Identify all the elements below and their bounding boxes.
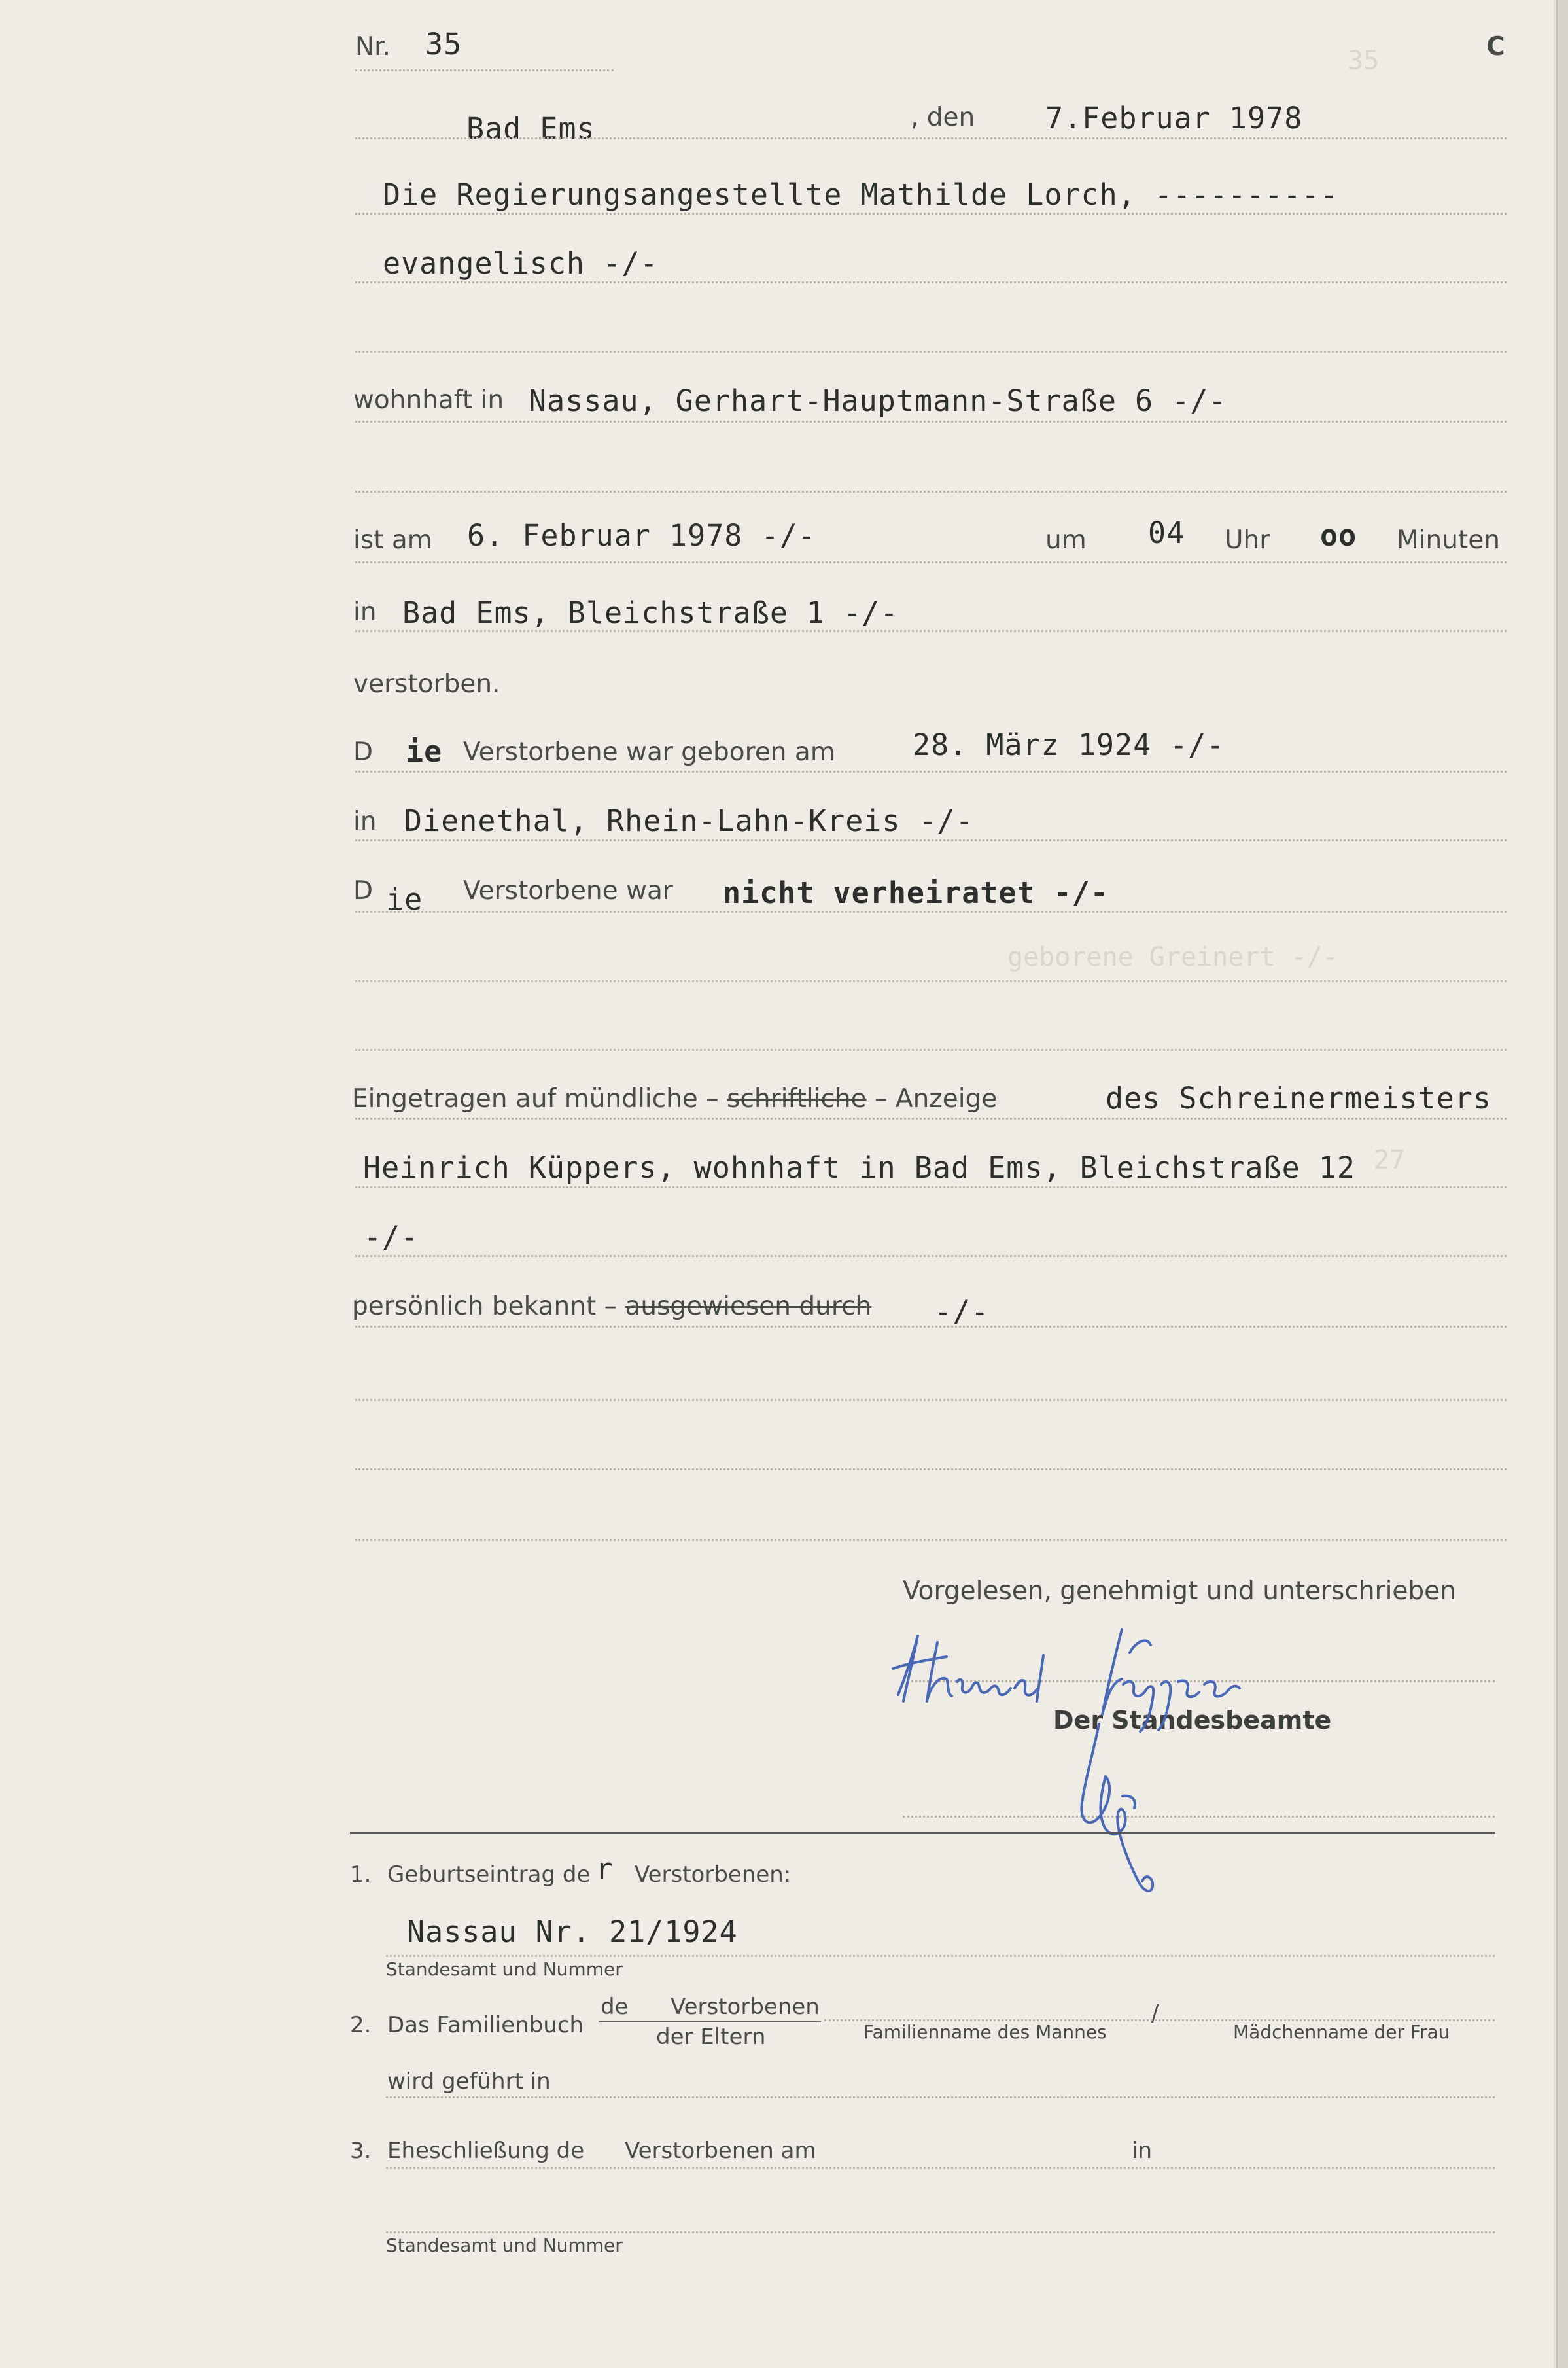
informant-signature: [886, 1616, 1305, 1734]
item3-caption: Standesamt und Nummer: [386, 2235, 623, 2256]
death-hour: 04: [1148, 516, 1185, 550]
item1-label2: Verstorbenen:: [635, 1862, 792, 1888]
in-label: in: [353, 597, 377, 627]
item2-col1: Familienname des Mannes: [863, 2021, 1107, 2043]
d-label: D: [353, 737, 374, 767]
dotted-line: [355, 1326, 1507, 1328]
dotted-line: [355, 1255, 1507, 1257]
item1-r: r: [595, 1852, 614, 1886]
ie-suffix: ie: [386, 882, 423, 917]
known-label: [352, 1294, 871, 1319]
registration-prefix: Eingetragen auf mündliche –: [352, 1084, 719, 1114]
registrar-label: Der Standesbeamte: [1053, 1706, 1332, 1735]
dotted-line: [355, 137, 1507, 139]
nr-value: 35: [425, 27, 462, 62]
item2-label2: wird geführt in: [387, 2068, 551, 2094]
dotted-line: [355, 630, 1507, 632]
verstorben-label: verstorben.: [353, 669, 500, 699]
dotted-line: [355, 839, 1507, 841]
dotted-line: [355, 980, 1507, 982]
uhr-label: Uhr: [1225, 525, 1270, 555]
informant-line2: Heinrich Küppers, wohnhaft in Bad Ems, Bleichstraße 12: [363, 1150, 1355, 1185]
um-label: um: [1045, 525, 1087, 555]
ist-am-label: ist am: [353, 525, 432, 555]
death-place: Bad Ems, Bleichstraße 1 -/-: [402, 595, 899, 630]
dotted-line: [355, 351, 1507, 353]
date-value: 7.Februar 1978: [1045, 101, 1303, 135]
dotted-line: [355, 1468, 1507, 1470]
item2-label: Das Familienbuch: [387, 2012, 584, 2038]
dotted-line: [355, 561, 1507, 563]
residence-label: wohnhaft in: [353, 385, 504, 415]
ie-suffix: ie: [406, 734, 443, 769]
item3-in: in: [1132, 2138, 1152, 2164]
death-date: 6. Februar 1978 -/-: [467, 518, 816, 553]
informant-line3: -/-: [364, 1220, 419, 1254]
dotted-line: [355, 213, 1507, 215]
item3-label2: Verstorbenen am: [625, 2138, 816, 2164]
registration-struck: schriftliche: [727, 1084, 867, 1114]
item2-de: de: [601, 1994, 629, 2020]
birth-place: Dienethal, Rhein-Lahn-Kreis -/-: [404, 804, 974, 838]
dotted-line: [824, 2019, 1495, 2021]
item1-number: 1.: [350, 1862, 372, 1888]
place-value: Bad Ems: [466, 111, 595, 146]
ghost-text: geborene Greinert -/-: [1007, 942, 1338, 972]
item3-label: Eheschließung de: [387, 2138, 585, 2164]
fraction-line: [599, 2021, 821, 2022]
item2-top: Verstorbenen: [671, 1994, 820, 2020]
death-minutes: oo: [1320, 518, 1357, 553]
item2-slash: /: [1151, 2000, 1159, 2026]
born-label: Verstorbene war geboren am: [463, 737, 835, 767]
informant-line1: des Schreinermeisters: [1106, 1081, 1491, 1116]
dotted-line: [386, 2231, 1495, 2233]
known-value: -/-: [934, 1294, 990, 1329]
residence-value: Nassau, Gerhart-Hauptmann-Straße 6 -/-: [529, 383, 1227, 418]
item1-value: Nassau Nr. 21/1924: [407, 1915, 738, 1949]
dotted-line: [355, 1399, 1507, 1401]
dotted-line: [355, 1049, 1507, 1051]
read-approved-label: Vorgelesen, genehmigt und unterschrieben: [903, 1576, 1456, 1606]
nr-label: Nr.: [355, 32, 391, 62]
item2-number: 2.: [350, 2012, 372, 2038]
ghost-text: 27: [1374, 1145, 1406, 1175]
registrar-signature: [1060, 1718, 1177, 1904]
known-struck: ausgewiesen durch: [625, 1292, 872, 1321]
dotted-line: [386, 1955, 1495, 1957]
d-label: D: [353, 876, 374, 906]
den-label: , den: [911, 103, 975, 132]
dotted-line: [355, 1539, 1507, 1541]
deceased-religion: evangelisch -/-: [383, 246, 659, 281]
dotted-line: [355, 281, 1507, 283]
corner-letter: C: [1486, 32, 1505, 62]
dotted-line: [386, 2096, 1495, 2098]
known-prefix: persönlich bekannt –: [352, 1292, 618, 1321]
registration-mid: – Anzeige: [875, 1084, 998, 1114]
marital-status: nicht verheiratet -/-: [723, 875, 1109, 910]
page-edge: [1556, 0, 1568, 2368]
dotted-line: [355, 1186, 1507, 1188]
dotted-line: [355, 491, 1507, 493]
item3-number: 3.: [350, 2138, 372, 2164]
item2-col2: Mädchenname der Frau: [1233, 2021, 1450, 2043]
dotted-line: [355, 1118, 1507, 1120]
in-label: in: [353, 807, 377, 836]
dotted-line: [903, 1816, 1495, 1818]
minuten-label: Minuten: [1397, 525, 1500, 555]
dotted-line: [386, 2167, 1495, 2169]
registration-label: [352, 1086, 997, 1112]
dotted-line: [355, 421, 1507, 423]
ghost-text: 35: [1348, 46, 1380, 76]
item1-caption: Standesamt und Nummer: [386, 1958, 623, 1980]
dotted-line: [355, 911, 1507, 913]
item1-label: Geburtseintrag de: [387, 1862, 591, 1888]
dotted-line: [355, 69, 614, 71]
footer-divider: [350, 1832, 1495, 1834]
item2-bottom: der Eltern: [656, 2024, 766, 2050]
dotted-line: [355, 771, 1507, 773]
deceased-line1: Die Regierungsangestellte Mathilde Lorch, ----------: [383, 177, 1338, 212]
marital-label: Verstorbene war: [463, 876, 673, 906]
birth-date: 28. März 1924 -/-: [913, 728, 1225, 762]
